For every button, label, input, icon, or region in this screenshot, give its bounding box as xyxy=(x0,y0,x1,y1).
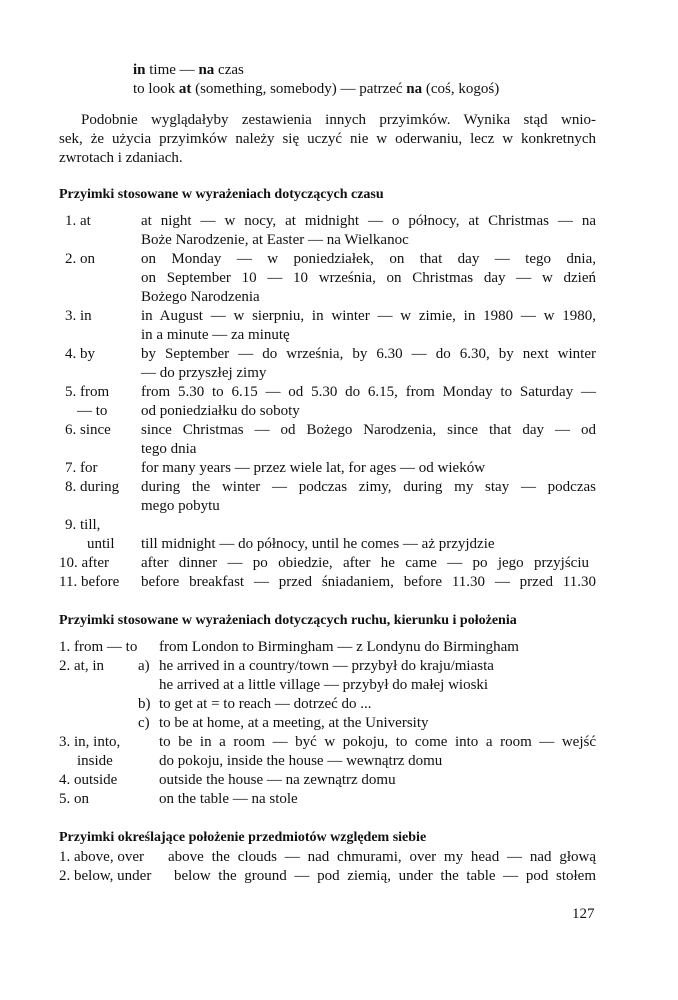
entry-sublabel: b) xyxy=(138,696,151,712)
entry-label: until xyxy=(87,536,115,552)
entry-label: 6. since xyxy=(65,422,111,438)
entry-label: 4. outside xyxy=(59,772,118,788)
entry-label: 4. by xyxy=(65,346,95,362)
entry-text: od poniedziałku do soboty xyxy=(141,403,300,419)
entry-text: outside the house — na zewnątrz domu xyxy=(159,772,396,788)
entry-text: on September 10 — 10 września, on Christmas day — w dzień xyxy=(141,270,596,286)
entry-label: 3. in xyxy=(65,308,92,324)
entry-label: — to xyxy=(77,403,108,419)
entry-text: he arrived in a country/town — przybył do kraju/miasta xyxy=(159,658,494,674)
entry-text: tego dnia xyxy=(141,441,197,457)
entry-text: do pokoju, inside the house — wewnątrz domu xyxy=(159,753,443,769)
entry-text: from London to Birmingham — z Londynu do Birmingham xyxy=(159,639,519,655)
entry-label: 10. after xyxy=(59,555,109,571)
entry-label: inside xyxy=(77,753,113,769)
entry-label: 1. above, over xyxy=(59,849,144,865)
entry-text: for many years — przez wiele lat, for ages — od wieków xyxy=(141,460,486,476)
entry-label: 1. at xyxy=(65,213,91,229)
paragraph-line: zwrotach i zdaniach. xyxy=(59,150,183,166)
entry-label: 2. below, under xyxy=(59,868,152,884)
entry-label: 2. on xyxy=(65,251,95,267)
entry-text: mego pobytu xyxy=(141,498,220,514)
section-heading-position: Przyimki określające położenie przedmiotów względem siebie xyxy=(59,830,427,845)
entry-label: 7. for xyxy=(65,460,98,476)
entry-text: since Christmas — od Bożego Narodzenia, since that day — od xyxy=(141,422,596,438)
entry-sublabel: a) xyxy=(138,658,150,674)
entry-text: till midnight — do północy, until he comes — aż przyjdzie xyxy=(141,536,495,552)
intro-line-in-time: in time — na czas xyxy=(133,62,244,78)
entry-text: from 5.30 to 6.15 — od 5.30 do 6.15, from Monday to Saturday — xyxy=(141,384,596,400)
entry-text: on Monday — w poniedziałek, on that day — tego dnia, xyxy=(141,251,596,267)
entry-text: in August — w sierpniu, in winter — w zimie, in 1980 — w 1980, xyxy=(141,308,596,324)
entry-text: to get at = to reach — dotrzeć do ... xyxy=(159,696,372,712)
entry-text: below the ground — pod ziemią, under the table — pod stołem xyxy=(174,868,596,884)
entry-text: before breakfast — przed śniadaniem, before 11.30 — przed 11.30 xyxy=(141,574,596,590)
entry-text: during the winter — podczas zimy, during my stay — podczas xyxy=(141,479,596,495)
entry-sublabel: c) xyxy=(138,715,150,731)
paragraph-line: Podobnie wyglądałyby zestawienia innych przyimków. Wynika stąd wnio- xyxy=(81,112,596,128)
entry-text: Boże Narodzenie, at Easter — na Wielkanoc xyxy=(141,232,409,248)
entry-text: Bożego Narodzenia xyxy=(141,289,260,305)
entry-text: — do przyszłej zimy xyxy=(141,365,267,381)
entry-text: he arrived at a little village — przybył do małej wioski xyxy=(159,677,489,693)
intro-line-look-at: to look at (something, somebody) — patrzeć na (coś, kogoś) xyxy=(133,81,500,97)
paragraph-line: sek, że użycia przyimków należy się uczyć nie w oderwaniu, lecz w konkretnych xyxy=(59,131,596,147)
entry-text: at night — w nocy, at midnight — o północy, at Christmas — na xyxy=(141,213,596,229)
entry-label: 5. on xyxy=(59,791,89,807)
entry-label: 1. from — to xyxy=(59,639,138,655)
entry-label: 11. before xyxy=(59,574,120,590)
entry-text: after dinner — po obiedzie, after he came — po jego przyjściu xyxy=(141,555,589,571)
entry-text: to be at home, at a meeting, at the University xyxy=(159,715,429,731)
entry-label: 3. in, into, xyxy=(59,734,121,750)
entry-label: 8. during xyxy=(65,479,120,495)
entry-text: above the clouds — nad chmurami, over my head — nad głową xyxy=(168,849,596,865)
entry-text: in a minute — za minutę xyxy=(141,327,290,343)
entry-label: 2. at, in xyxy=(59,658,104,674)
entry-text: on the table — na stole xyxy=(159,791,298,807)
page-number: 127 xyxy=(572,906,595,922)
section-heading-time: Przyimki stosowane w wyrażeniach dotyczących czasu xyxy=(59,187,384,202)
entry-text: by September — do września, by 6.30 — do 6.30, by next winter xyxy=(141,346,596,362)
entry-label: 9. till, xyxy=(65,517,101,533)
entry-text: to be in a room — być w pokoju, to come into a room — wejść xyxy=(159,734,596,750)
entry-label: 5. from xyxy=(65,384,110,400)
section-heading-motion: Przyimki stosowane w wyrażeniach dotyczących ruchu, kierunku i położenia xyxy=(59,613,517,628)
